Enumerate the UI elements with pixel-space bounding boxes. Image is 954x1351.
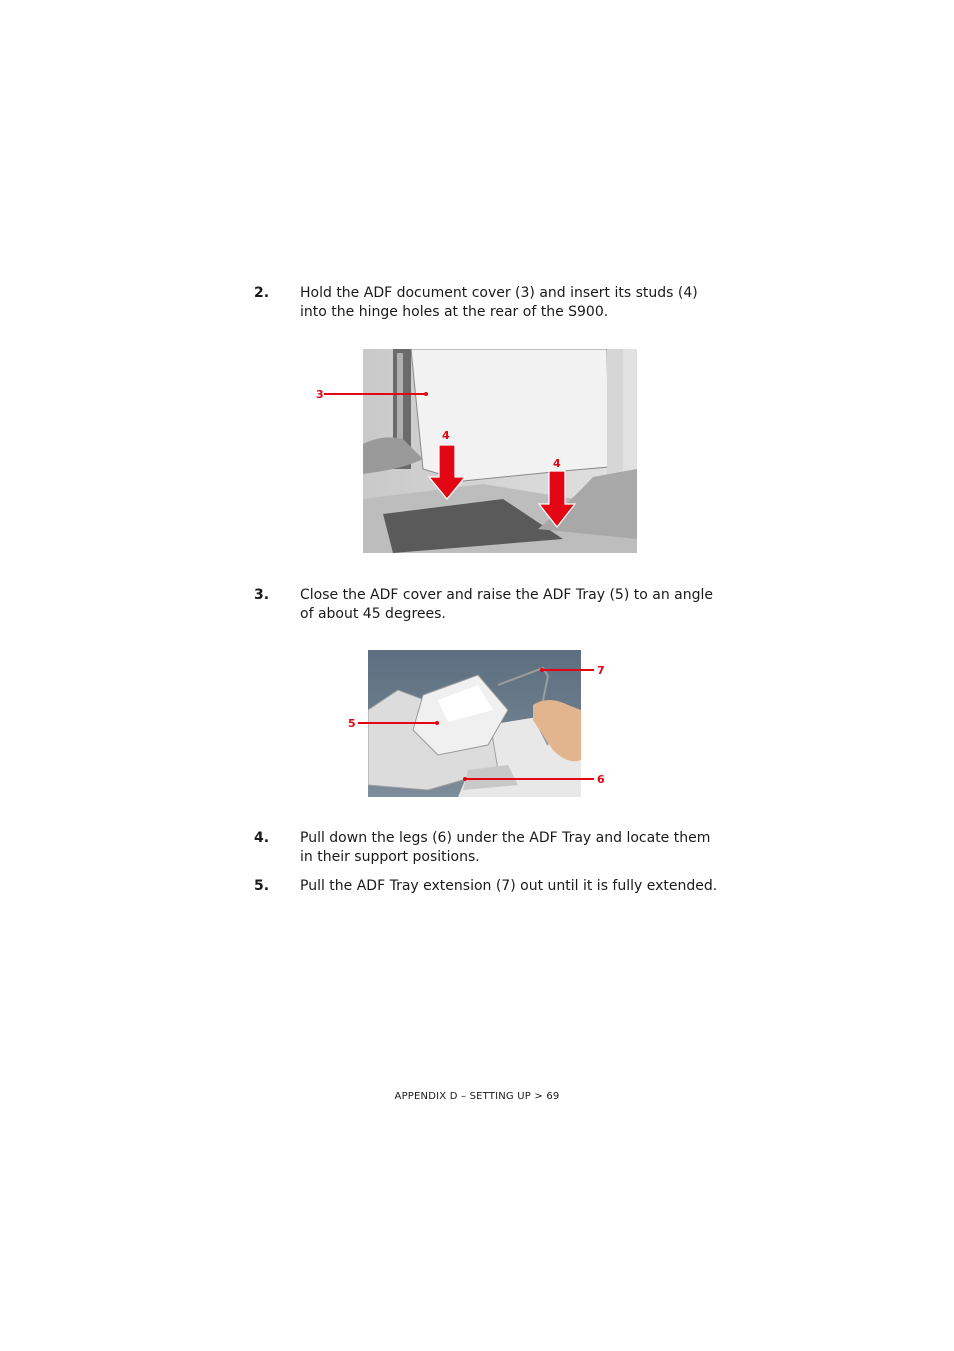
- callout-leader-cover: [324, 393, 427, 395]
- callout-leader-tray: [358, 722, 438, 724]
- callout-stud-left: 4: [442, 429, 450, 442]
- callout-cover: 3: [316, 388, 324, 401]
- page-footer: APPENDIX D – SETTING UP > 69: [394, 1091, 560, 1102]
- adf-cover-photo: [363, 349, 637, 553]
- step-number: 4.: [254, 830, 270, 846]
- callout-legs: 6: [597, 773, 605, 786]
- step-text: Hold the ADF document cover (3) and insert its studs (4) into the hinge holes at the rear of the S900.: [300, 285, 698, 320]
- callout-leader-extension: [543, 669, 594, 671]
- step-number: 5.: [254, 878, 270, 894]
- callout-extension: 7: [597, 664, 605, 677]
- step-number: 2.: [254, 285, 270, 301]
- callout-tray: 5: [348, 717, 356, 730]
- step-text: Close the ADF cover and raise the ADF Tray (5) to an angle of about 45 degrees.: [300, 587, 713, 622]
- step-text: Pull the ADF Tray extension (7) out until it is fully extended.: [300, 878, 718, 894]
- step-number: 3.: [254, 587, 270, 603]
- callout-stud-right: 4: [553, 457, 561, 470]
- callout-leader-legs: [465, 778, 594, 780]
- step-text: Pull down the legs (6) under the ADF Tray and locate them in their support positions.: [300, 830, 711, 865]
